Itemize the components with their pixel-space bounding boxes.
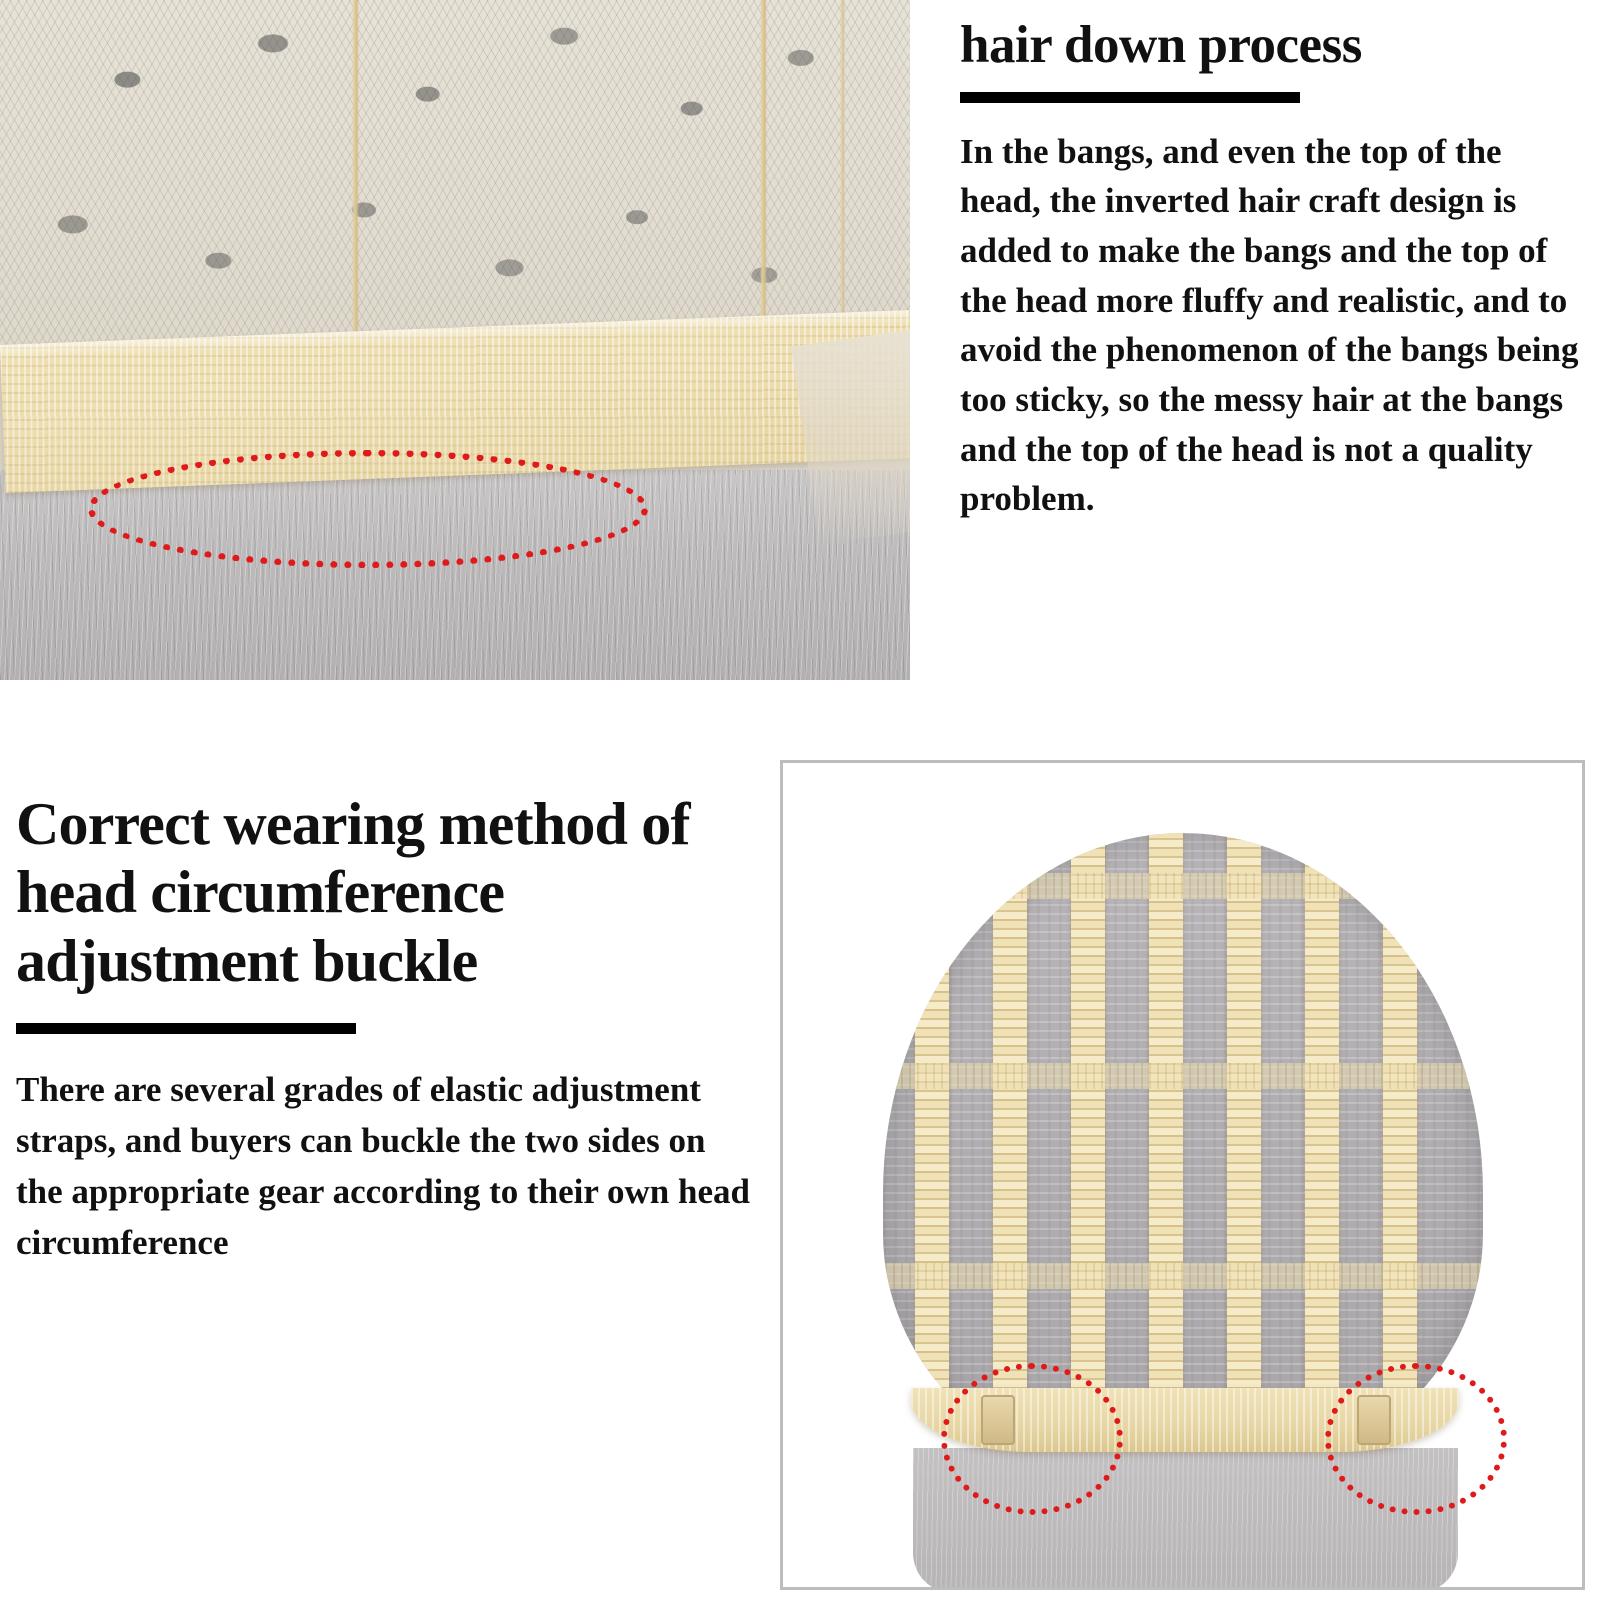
- annotation-ellipse-bangs: [88, 450, 648, 568]
- wig-lace-closeup-photo: [0, 0, 910, 680]
- annotation-ellipse-left-buckle: [941, 1363, 1123, 1515]
- hair-down-process-paragraph: In the bangs, and even the top of the head, the inverted hair craft design is added to make the bangs and the top of the head more fluffy and realistic, and to avoid the phenomenon of the bangs being too sticky, so the messy hair at the bangs and the top of the head is not a quality problem.: [960, 131, 1579, 519]
- hair-down-process-heading: hair down process: [960, 16, 1362, 74]
- lace-seam: [760, 0, 767, 362]
- weft-strip: [915, 833, 949, 1473]
- annotation-ellipse-right-buckle: [1325, 1363, 1507, 1515]
- heading-rule: [16, 1023, 356, 1034]
- weft-strip: [1305, 833, 1339, 1473]
- weft-strip: [1149, 833, 1183, 1473]
- lace-seam: [352, 0, 359, 362]
- weft-row: [883, 873, 1483, 899]
- adjustment-buckle-block: [16, 790, 756, 1269]
- weft-row: [883, 1063, 1483, 1089]
- lace-cap-texture: [0, 0, 910, 362]
- wig-cap-back-photo: [780, 760, 1585, 1590]
- adjustment-buckle-heading: Correct wearing method of head circumference adjustment buckle: [16, 791, 690, 994]
- adjustment-buckle-paragraph: There are several grades of elastic adjustment straps, and buyers can buckle the two sides on the appropriate gear according to their own head circumference: [16, 1070, 750, 1263]
- hair-down-process-block: [960, 18, 1580, 524]
- weft-strip: [1227, 833, 1261, 1473]
- weft-row: [883, 1263, 1483, 1289]
- heading-rule: [960, 92, 1300, 103]
- lace-seam: [840, 0, 845, 362]
